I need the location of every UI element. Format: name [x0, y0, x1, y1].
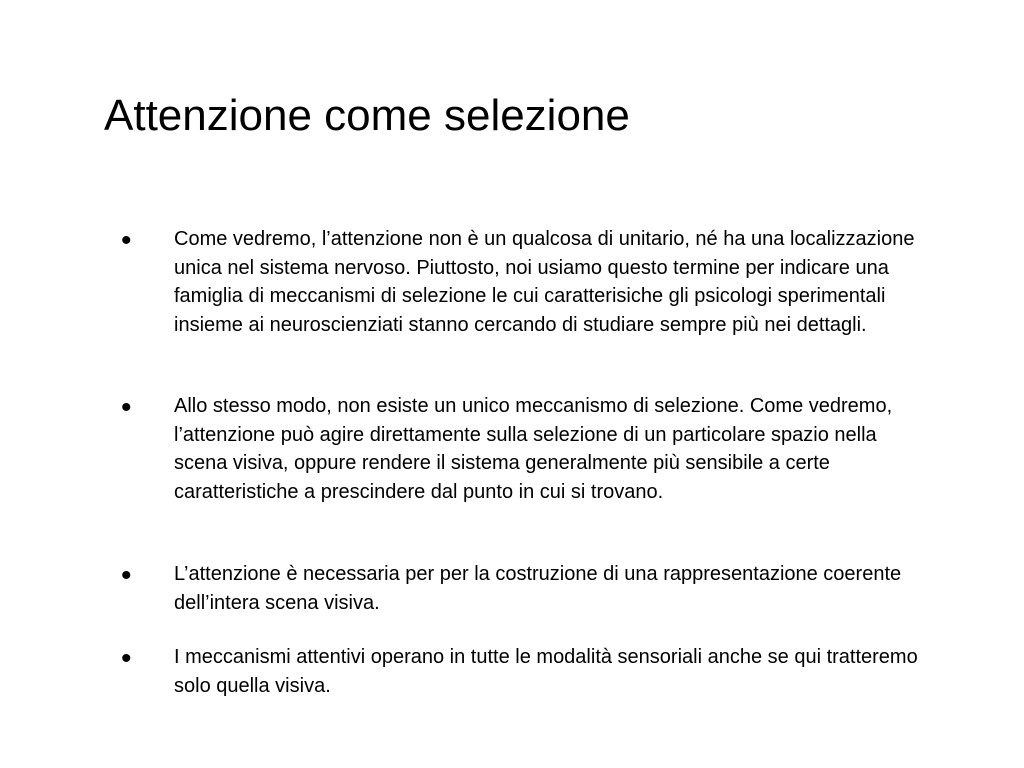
bullet-dot-icon: • — [121, 642, 132, 675]
bullet-dot-icon: • — [121, 391, 132, 424]
bullet-text: Come vedremo, l’attenzione non è un qualcosa di unitario, né ha una localizzazione unica nel sistema nervoso. Piuttosto, noi usiamo questo termine per indicare una famiglia di meccanismi di selezione le cui caratterisiche gli psicologi sperimentali insieme ai neuroscienziati stanno cercando di studiare sempre più nei dettagli. — [174, 228, 915, 336]
bullet-text: I meccanismi attentivi operano in tutte le modalità sensoriali anche se qui tratteremo solo quella visiva. — [174, 646, 918, 697]
slide-title: Attenzione come selezione — [104, 91, 630, 140]
bullet-text: Allo stesso modo, non esiste un unico meccanismo di selezione. Come vedremo, l’attenzione può agire direttamente sulla selezione di un particolare spazio nella scena visiva, oppure rendere il sistema generalmente più sensibile a certe caratteristiche a prescindere dal punto in cui si trovano. — [174, 395, 893, 503]
bullet-text: L’attenzione è necessaria per per la costruzione di una rappresentazione coerente dell’intera scena visiva. — [174, 563, 902, 614]
bullet-dot-icon: • — [121, 559, 132, 592]
bullet-dot-icon: • — [121, 224, 132, 257]
